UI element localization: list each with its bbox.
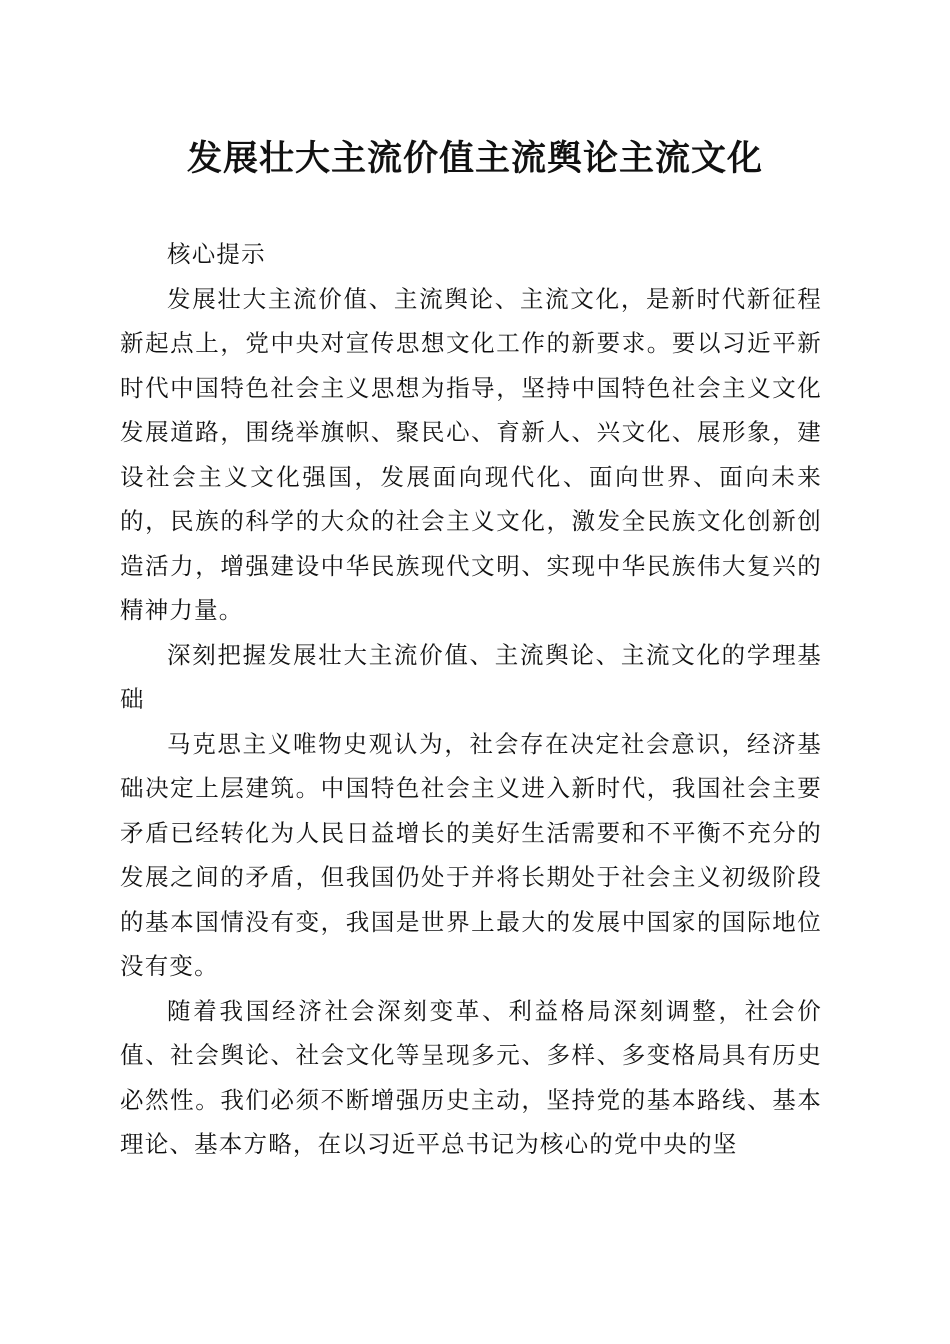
- paragraph-social-change: 随着我国经济社会深刻变革、利益格局深刻调整，社会价值、社会舆论、社会文化等呈现多元、多样、多变格局具有历史必然性。我们必须不断增强历史主动，坚持党的基本路线、基本理论、基本方略，在以习近平总书记为核心的党中央的坚: [120, 996, 822, 1158]
- document-title: 发展壮大主流价值主流舆论主流文化: [186, 138, 763, 179]
- paragraph-historical-materialism: 马克思主义唯物史观认为，社会存在决定社会意识，经济基础决定上层建筑。中国特色社会主义进入新时代，我国社会主要矛盾已经转化为人民日益增长的美好生活需要和不平衡不充分的发展之间的矛盾，但我国仍处于并将长期处于社会主义初级阶段的基本国情没有变，我国是世界上最大的发展中国家的国际地位没有变。: [120, 729, 822, 980]
- document-body: [120, 232, 822, 1167]
- section-label-core-tips: 核心提示: [167, 240, 266, 268]
- paragraph-intro: 发展壮大主流价值、主流舆论、主流文化，是新时代新征程新起点上，党中央对宣传思想文化工作的新要求。要以习近平新时代中国特色社会主义思想为指导，坚持中国特色社会主义文化发展道路，围绕举旗帜、聚民心、育新人、兴文化、展形象，建设社会主义文化强国，发展面向现代化、面向世界、面向未来的，民族的科学的大众的社会主义文化，激发全民族文化创新创造活力，增强建设中华民族现代文明、实现中华民族伟大复兴的精神力量。: [120, 284, 822, 624]
- section-heading-theory-basis: 深刻把握发展壮大主流价值、主流舆论、主流文化的学理基础: [120, 640, 822, 713]
